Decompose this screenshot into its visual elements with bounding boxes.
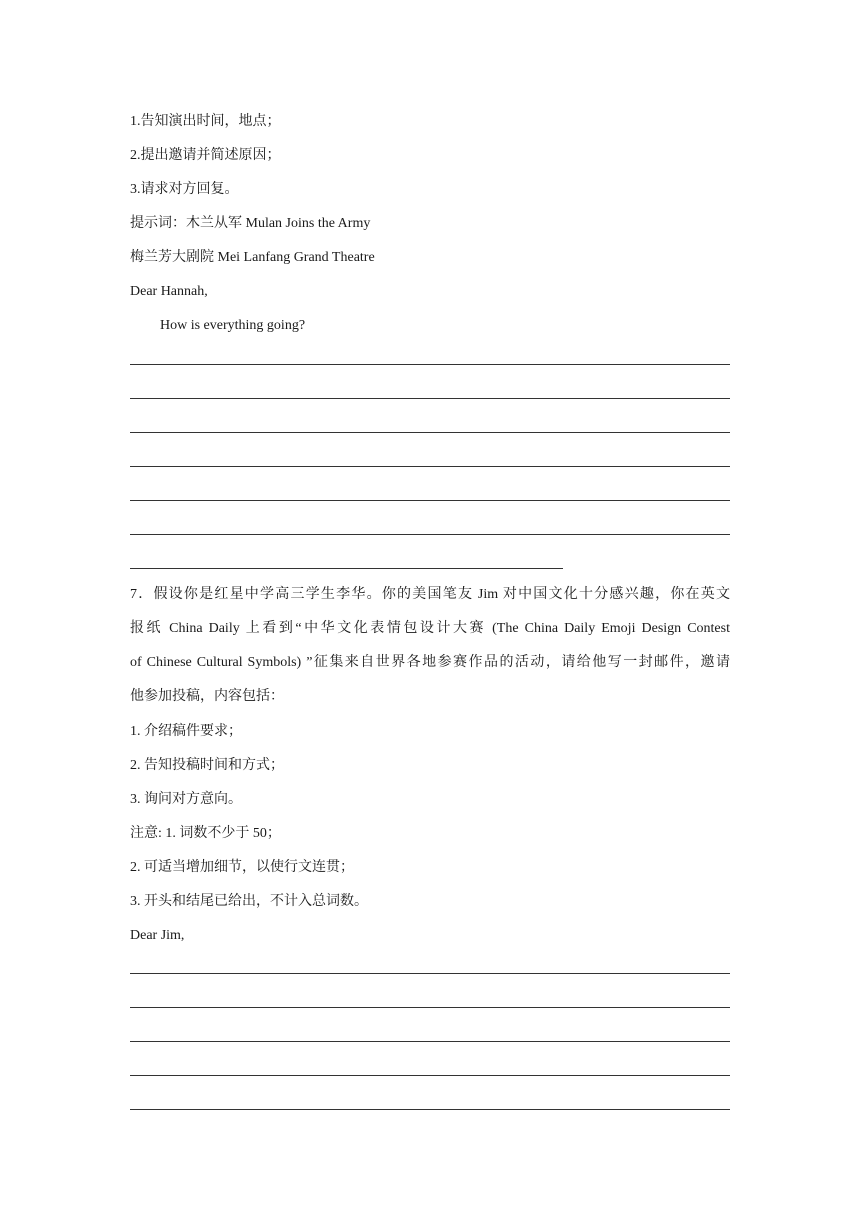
note-item-2: 2. 可适当增加细节，以使行文连贯； bbox=[130, 860, 354, 875]
note-item-1: 注意: 1. 词数不少于 50； bbox=[130, 826, 281, 841]
content-item-1: 1. 介绍稿件要求； bbox=[130, 724, 242, 739]
answer-line bbox=[130, 1007, 730, 1008]
question-prompt-line-1: 7．假设你是红星中学高三学生李华。你的美国笔友 Jim 对中国文化十分感兴趣，你在英文 bbox=[130, 587, 730, 602]
requirement-item-1: 1.告知演出时间，地点； bbox=[130, 114, 281, 129]
letter-salutation: Dear Hannah, bbox=[130, 284, 208, 299]
question-prompt-line-2: 报纸 China Daily 上看到“中华文化表情包设计大赛 (The China Daily Emoji Design Contest bbox=[130, 621, 730, 636]
hint-line-1: 提示词：木兰从军 Mulan Joins the Army bbox=[130, 216, 371, 231]
hint-line-2: 梅兰芳大剧院 Mei Lanfang Grand Theatre bbox=[130, 250, 375, 265]
answer-line bbox=[130, 1041, 730, 1042]
answer-line bbox=[130, 466, 730, 467]
answer-line bbox=[130, 973, 730, 974]
question-prompt-line-4: 他参加投稿，内容包括： bbox=[130, 689, 284, 704]
answer-line bbox=[130, 1075, 730, 1076]
requirement-item-2: 2.提出邀请并简述原因； bbox=[130, 148, 281, 163]
answer-line bbox=[130, 398, 730, 399]
note-item-3: 3. 开头和结尾已给出，不计入总词数。 bbox=[130, 894, 368, 909]
answer-line bbox=[130, 568, 563, 569]
content-item-2: 2. 告知投稿时间和方式； bbox=[130, 758, 284, 773]
letter-opening: How is everything going? bbox=[160, 318, 306, 333]
answer-line bbox=[130, 534, 730, 535]
letter-salutation: Dear Jim, bbox=[130, 928, 185, 943]
answer-line bbox=[130, 1109, 730, 1110]
answer-line bbox=[130, 432, 730, 433]
answer-line bbox=[130, 500, 730, 501]
answer-line bbox=[130, 364, 730, 365]
content-item-3: 3. 询问对方意向。 bbox=[130, 792, 242, 807]
question-prompt-line-3: of Chinese Cultural Symbols) ”征集来自世界各地参赛作品的活动，请给他写一封邮件，邀请 bbox=[130, 655, 730, 670]
requirement-item-3: 3.请求对方回复。 bbox=[130, 182, 239, 197]
